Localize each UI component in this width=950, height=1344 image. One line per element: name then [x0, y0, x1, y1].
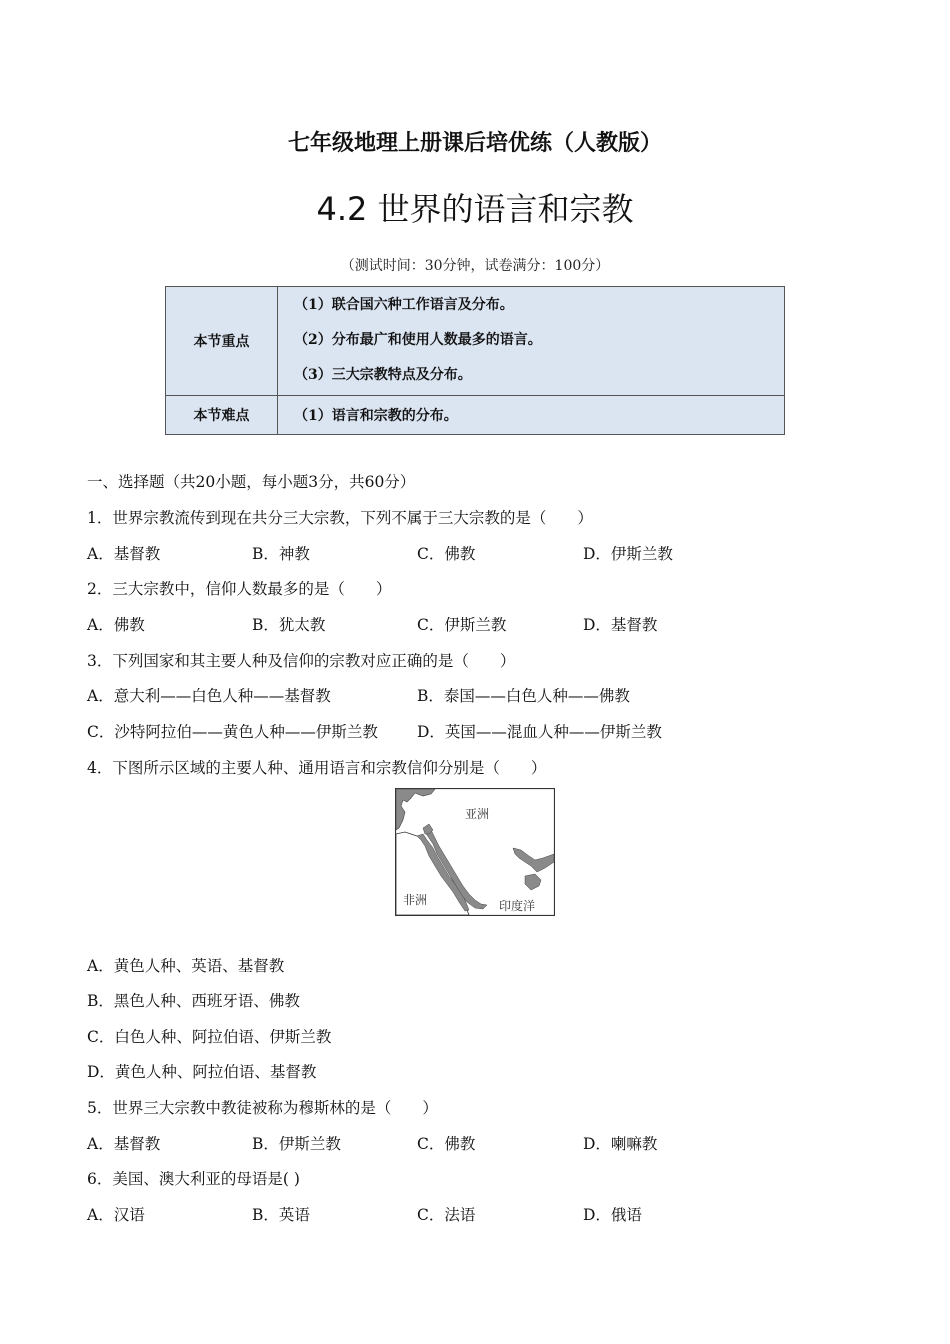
key-points-table	[165, 286, 785, 435]
map-label-africa: 非洲	[403, 893, 428, 907]
key-point: （1）联合国六种工作语言及分布。	[294, 296, 514, 313]
option-b: B．英语	[252, 1206, 310, 1224]
option-d: D．基督教	[583, 616, 658, 634]
option-b: B．黑色人种、西班牙语、佛教	[87, 992, 300, 1010]
difficulty-point: （1）语言和宗教的分布。	[278, 396, 785, 435]
option-c: C．佛教	[417, 1135, 476, 1153]
middle-east-map	[395, 788, 555, 916]
option-b: B．泰国——白色人种——佛教	[417, 687, 630, 705]
option-a: A．基督教	[87, 1135, 161, 1153]
document-title: 七年级地理上册课后培优练（人教版）	[287, 130, 662, 156]
option-c: C．沙特阿拉伯——黄色人种——伊斯兰教	[87, 723, 378, 741]
option-c: C．白色人种、阿拉伯语、伊斯兰教	[87, 1028, 332, 1046]
question-stem: 6．美国、澳大利亚的母语是( )	[87, 1170, 300, 1188]
option-a: A．黄色人种、英语、基督教	[87, 957, 285, 975]
option-d: D．伊斯兰教	[583, 545, 673, 563]
option-c: C．法语	[417, 1206, 476, 1224]
option-b: B．神教	[252, 545, 310, 563]
option-d: D．黄色人种、阿拉伯语、基督教	[87, 1063, 317, 1081]
lesson-title: 4.2 世界的语言和宗教	[316, 190, 634, 228]
option-b: B．犹太教	[252, 616, 326, 634]
section-heading: 一、选择题（共20小题，每小题3分，共60分）	[87, 473, 416, 491]
question-stem: 3．下列国家和其主要人种及信仰的宗教对应正确的是（ ）	[87, 652, 516, 670]
option-c: C．伊斯兰教	[417, 616, 507, 634]
key-point: （2）分布最广和使用人数最多的语言。	[294, 331, 542, 348]
option-a: A．意大利——白色人种——基督教	[87, 687, 331, 705]
question-stem: 4．下图所示区域的主要人种、通用语言和宗教信仰分别是（ ）	[87, 759, 547, 777]
option-d: D．喇嘛教	[583, 1135, 658, 1153]
test-info: （测试时间：30分钟，试卷满分：100分）	[340, 258, 610, 274]
key-points-cell	[278, 287, 785, 396]
difficulty-label: 本节难点	[166, 396, 278, 435]
option-d: D．俄语	[583, 1206, 642, 1224]
question-stem: 1．世界宗教流传到现在共分三大宗教，下列不属于三大宗教的是（ ）	[87, 509, 593, 527]
question-stem: 5．世界三大宗教中教徒被称为穆斯林的是（ ）	[87, 1099, 438, 1117]
key-point: （3）三大宗教特点及分布。	[294, 366, 472, 383]
question-stem: 2．三大宗教中，信仰人数最多的是（ ）	[87, 580, 392, 598]
option-c: C．佛教	[417, 545, 476, 563]
option-b: B．伊斯兰教	[252, 1135, 341, 1153]
option-a: A．佛教	[87, 616, 145, 634]
key-label: 本节重点	[166, 287, 278, 396]
map-label-indian-ocean: 印度洋	[499, 899, 536, 913]
option-a: A．汉语	[87, 1206, 145, 1224]
map-label-asia: 亚洲	[465, 807, 490, 821]
option-a: A．基督教	[87, 545, 161, 563]
option-d: D．英国——混血人种——伊斯兰教	[417, 723, 662, 741]
